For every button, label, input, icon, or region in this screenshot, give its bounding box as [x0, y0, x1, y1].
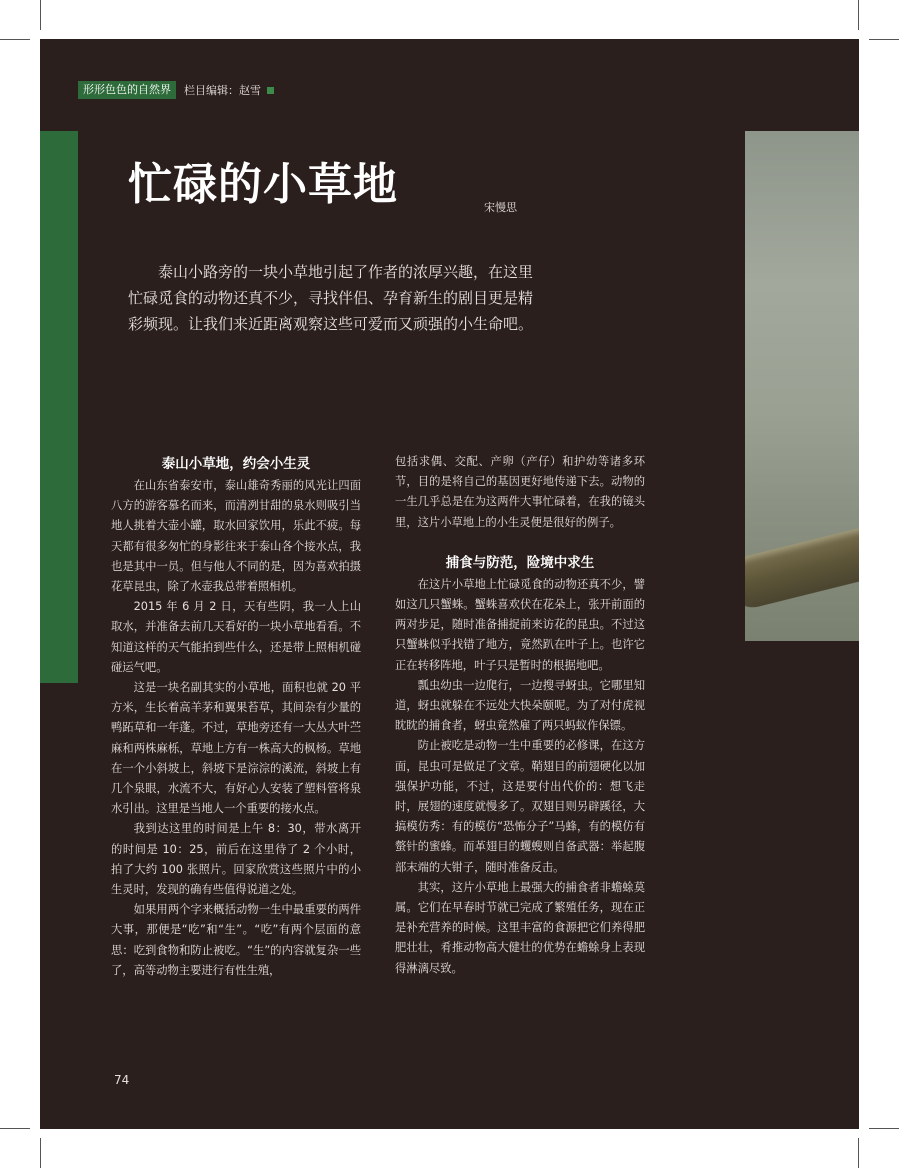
crop-mark: [858, 0, 859, 30]
text-column-left: [111, 452, 361, 981]
crop-mark: [0, 39, 30, 40]
crop-mark: [40, 0, 41, 30]
section-heading: 捕食与防范，险境中求生: [445, 554, 595, 571]
page-number: 74: [114, 1073, 130, 1087]
article-author: 宋慢思: [484, 201, 517, 214]
plant-stem-photo: [745, 131, 859, 641]
paragraph: 2015 年 6 月 2 日，天有些阴，我一人上山取水，并准备去前几天看好的一块小草地看看。不知道这样的天气能拍到些什么，还是带上照相机碰碰运气吧。: [111, 600, 361, 674]
paragraph: 包括求偶、交配、产卵（产仔）和护幼等诸多环节，目的是将自己的基因更好地传递下去。动物的一生几乎总是在为这两件大事忙碌着，在我的镜头里，这片小草地上的小生灵便是很好的例子。: [395, 455, 645, 529]
text-column-right: [395, 452, 645, 979]
crop-mark: [0, 1128, 30, 1129]
green-square-icon: [267, 87, 274, 94]
crop-mark: [869, 1128, 899, 1129]
column-header: [78, 81, 274, 99]
paragraph: 如果用两个字来概括动物一生中最重要的两件大事，那便是“吃”和“生”。“吃”有两个层面的意思：吃到食物和防止被吃。“生”的内容就复杂一些了，高等动物主要进行有性生殖，: [111, 903, 361, 977]
paragraph: 防止被吃是动物一生中重要的必修课，在这方面，昆虫可是做足了文章。鞘翅目的前翅硬化以加强保护功能，不过，这是要付出代价的：想飞走时，展翅的速度就慢多了。双翅目则另辟蹊径，大搞模仿秀：有的模仿“恐怖分子”马蜂，有的模仿有螫针的蜜蜂。而革翅目的蠼螋则自备武器：举起腹部末端的大钳子，随时准备反击。: [395, 739, 645, 874]
column-tag: 形形色色的自然界: [78, 81, 176, 99]
magazine-page: [40, 39, 859, 1129]
decorative-green-bar: [40, 131, 78, 683]
paragraph: 在山东省泰安市，泰山雄奇秀丽的风光让四面八方的游客慕名而来，而清冽甘甜的泉水则吸引当地人挑着大壶小罐，取水回家饮用，乐此不疲。每天都有很多匆忙的身影往来于泰山各个接水点，我也是其中一员。但与他人不同的是，因为喜欢拍摄花草昆虫，除了水壶我总带着照相机。: [111, 479, 361, 594]
stem-shape: [745, 521, 859, 613]
crop-mark: [869, 39, 899, 40]
paragraph: 我到达这里的时间是上午 8：30，带水离开的时间是 10：25，前后在这里待了 2 个小时，拍了大约 100 张照片。回家欣赏这些照片中的小生灵时，发现的确有些值得说道之处。: [111, 822, 361, 897]
section-heading: 泰山小草地，约会小生灵: [161, 456, 311, 472]
paragraph: 在这片小草地上忙碌觅食的动物还真不少，譬如这几只蟹蛛。蟹蛛喜欢伏在花朵上，张开前面的两对步足，随时准备捕捉前来访花的昆虫。不过这只蟹蛛似乎找错了地方，竟然趴在叶子上。也许它正在转移阵地，叶子只是暂时的根据地吧。: [395, 577, 645, 672]
paragraph: 瓢虫幼虫一边爬行，一边搜寻蚜虫。它哪里知道，蚜虫就躲在不远处大快朵颐呢。为了对付虎视眈眈的捕食者，蚜虫竟然雇了两只蚂蚁作保镖。: [395, 678, 645, 733]
editor-credit: 栏目编辑：赵雪: [184, 84, 261, 97]
crop-mark: [858, 1138, 859, 1168]
article-title: 忙碌的小草地: [128, 159, 398, 210]
paragraph: 这是一块名副其实的小草地，面积也就 20 平方米，生长着高羊茅和翼果苔草，其间杂有少量的鸭跖草和一年蓬。不过，草地旁还有一大丛大叶苎麻和两株麻栎，草地上方有一株高大的枫杨。草地在一个小斜坡上，斜坡下是淙淙的溪流，斜坡上有几个泉眼，水流不大，有好心人安装了塑料管将泉水引出。这里是当地人一个重要的接水点。: [111, 681, 361, 816]
article-intro: 泰山小路旁的一块小草地引起了作者的浓厚兴趣，在这里忙碌觅食的动物还真不少，寻找伴侣、孕育新生的剧目更是精彩频现。让我们来近距离观察这些可爱而又顽强的小生命吧。: [128, 263, 534, 333]
paragraph: 其实，这片小草地上最强大的捕食者非蟾蜍莫属。它们在早春时节就已完成了繁殖任务，现在正是补充营养的时候。这里丰富的食源把它们养得肥肥壮壮，肴推动物高大健壮的优势在蟾蜍身上表现得淋漓尽致。: [395, 880, 645, 975]
crop-mark: [40, 1138, 41, 1168]
